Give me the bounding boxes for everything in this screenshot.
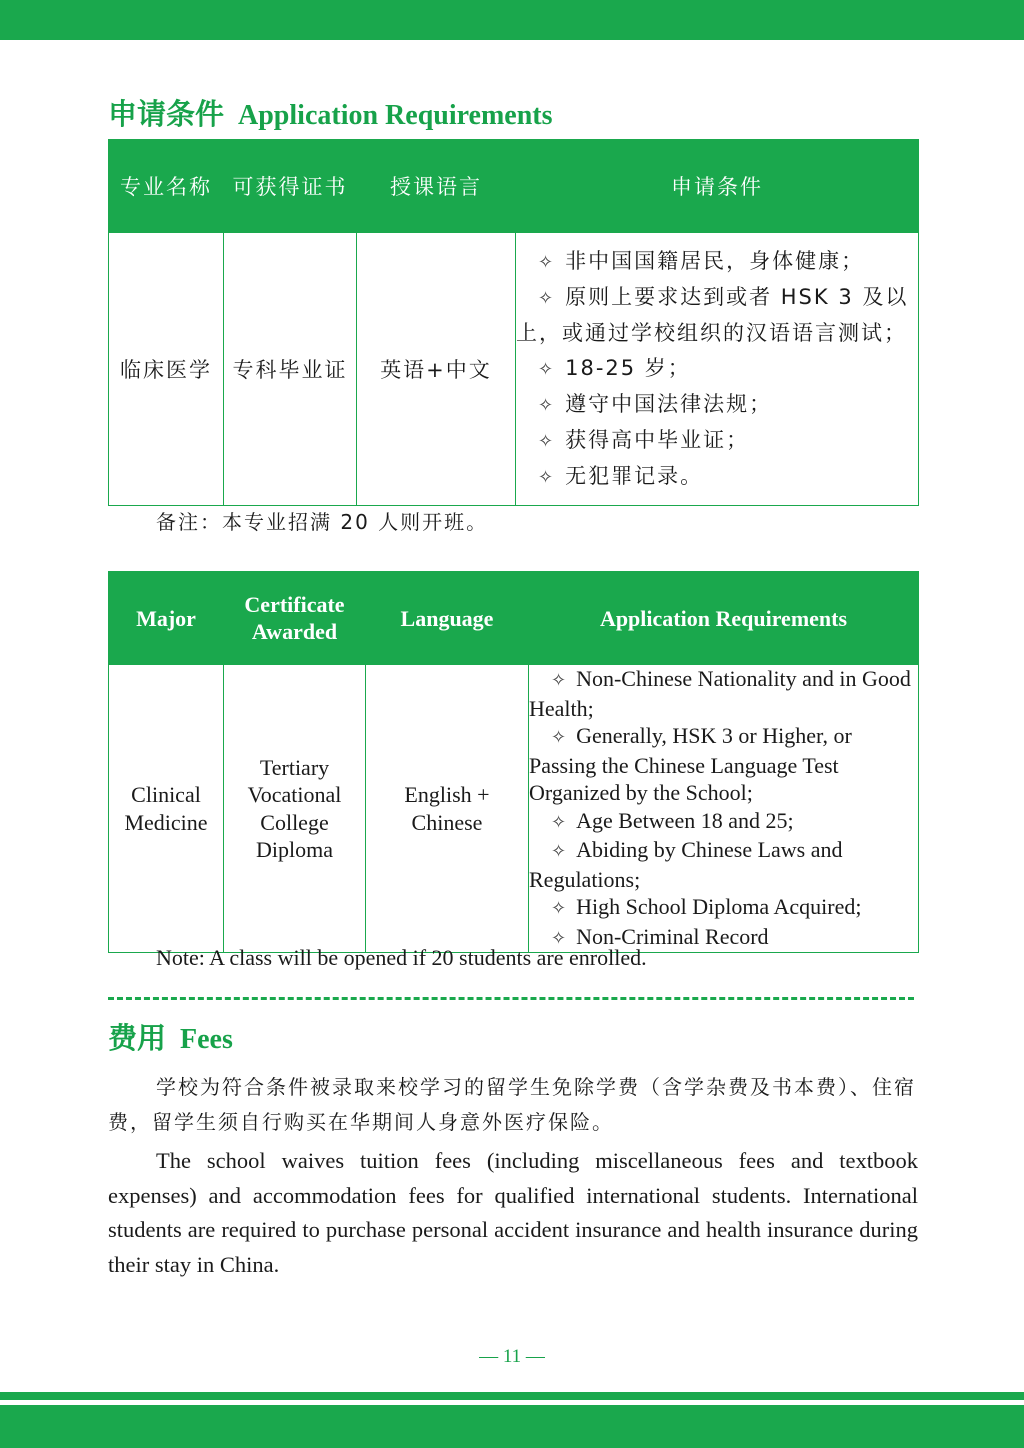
- table-row: [109, 665, 919, 953]
- requirement-item: ✧ Age Between 18 and 25;: [551, 807, 794, 833]
- requirement-item: ✧ High School Diploma Acquired;: [551, 894, 862, 919]
- cell-language: 英语+中文: [357, 233, 516, 506]
- requirement-item: ✧ 无犯罪记录。: [538, 463, 704, 488]
- requirement-item: ✧ 获得高中毕业证；: [538, 427, 750, 452]
- requirement-item: ✧ Non-Criminal Record: [551, 923, 769, 949]
- diamond-bullet-icon: ✧: [538, 394, 556, 416]
- requirements-title: [108, 92, 553, 133]
- header-major: 专业名称: [109, 140, 224, 233]
- diamond-bullet-icon: ✧: [551, 727, 567, 748]
- header-language: 授课语言: [357, 140, 516, 233]
- diamond-bullet-icon: ✧: [551, 898, 567, 919]
- fees-title: [108, 1016, 233, 1057]
- requirements-table-zh: [108, 139, 919, 506]
- diamond-bullet-icon: ✧: [538, 287, 556, 309]
- header-major: Major: [109, 572, 224, 665]
- requirements-title-zh: 申请条件: [108, 97, 225, 131]
- fees-paragraph-en: The school waives tuition fees (including miscellaneous fees and textbook expenses) and accommodation fees for qualified international students. International students are required to purchase personal accident insurance and health insurance during their stay in China.: [108, 1148, 918, 1277]
- bottom-banner: [0, 1405, 1024, 1448]
- cell-certificate: Tertiary Vocational College Diploma: [224, 665, 366, 953]
- requirement-item: ✧ 非中国国籍居民，身体健康；: [538, 248, 865, 273]
- cell-requirements: [529, 665, 919, 953]
- header-requirements: 申请条件: [516, 140, 919, 233]
- cell-certificate: 专科毕业证: [224, 233, 357, 506]
- top-banner: [0, 0, 1024, 40]
- cell-requirements: [516, 233, 919, 506]
- section-divider: [108, 997, 914, 1000]
- fees-title-zh: 费用: [108, 1021, 167, 1055]
- header-certificate: Certificate Awarded: [224, 572, 366, 665]
- table-header-row: [109, 572, 919, 665]
- table-row: [109, 233, 919, 506]
- diamond-bullet-icon: ✧: [551, 927, 567, 949]
- bottom-stripe: [0, 1392, 1024, 1400]
- cell-language: English + Chinese: [366, 665, 529, 953]
- diamond-bullet-icon: ✧: [551, 841, 567, 862]
- header-language: Language: [366, 572, 529, 665]
- diamond-bullet-icon: ✧: [538, 358, 556, 380]
- requirement-item: ✧ 18-25 岁；: [538, 355, 691, 380]
- requirement-item: ✧ 遵守中国法律法规；: [538, 391, 773, 416]
- requirement-item: ✧ Non-Chinese Nationality and in Good Health;: [529, 666, 911, 721]
- page-number: — 11 —: [479, 1346, 545, 1367]
- diamond-bullet-icon: ✧: [551, 811, 567, 833]
- fees-paragraph-zh: 学校为符合条件被录取来校学习的留学生免除学费（含学杂费及书本费）、住宿费，留学生须自行购买在华期间人身意外医疗保险。: [108, 1075, 916, 1134]
- requirement-item: ✧ 原则上要求达到或者 HSK 3 及以上，或通过学校组织的汉语语言测试；: [516, 284, 909, 345]
- requirements-title-en: Application Requirements: [238, 100, 553, 131]
- fees-title-en: Fees: [180, 1024, 233, 1055]
- header-certificate: 可获得证书: [224, 140, 357, 233]
- table-header-row: [109, 140, 919, 233]
- header-requirements: Application Requirements: [529, 572, 919, 665]
- requirement-item: ✧ Abiding by Chinese Laws and Regulations;: [529, 837, 843, 892]
- requirements-table-en: [108, 571, 919, 953]
- diamond-bullet-icon: ✧: [538, 251, 556, 273]
- note-en: Note: A class will be opened if 20 students are enrolled.: [156, 945, 647, 970]
- requirement-item: ✧ Generally, HSK 3 or Higher, or Passing the Chinese Language Test Organized by the School;: [529, 723, 852, 805]
- diamond-bullet-icon: ✧: [538, 466, 556, 488]
- cell-major: Clinical Medicine: [109, 665, 224, 953]
- diamond-bullet-icon: ✧: [538, 430, 556, 452]
- note-zh: 备注：本专业招满 20 人则开班。: [156, 510, 489, 534]
- cell-major: 临床医学: [109, 233, 224, 506]
- diamond-bullet-icon: ✧: [551, 670, 567, 691]
